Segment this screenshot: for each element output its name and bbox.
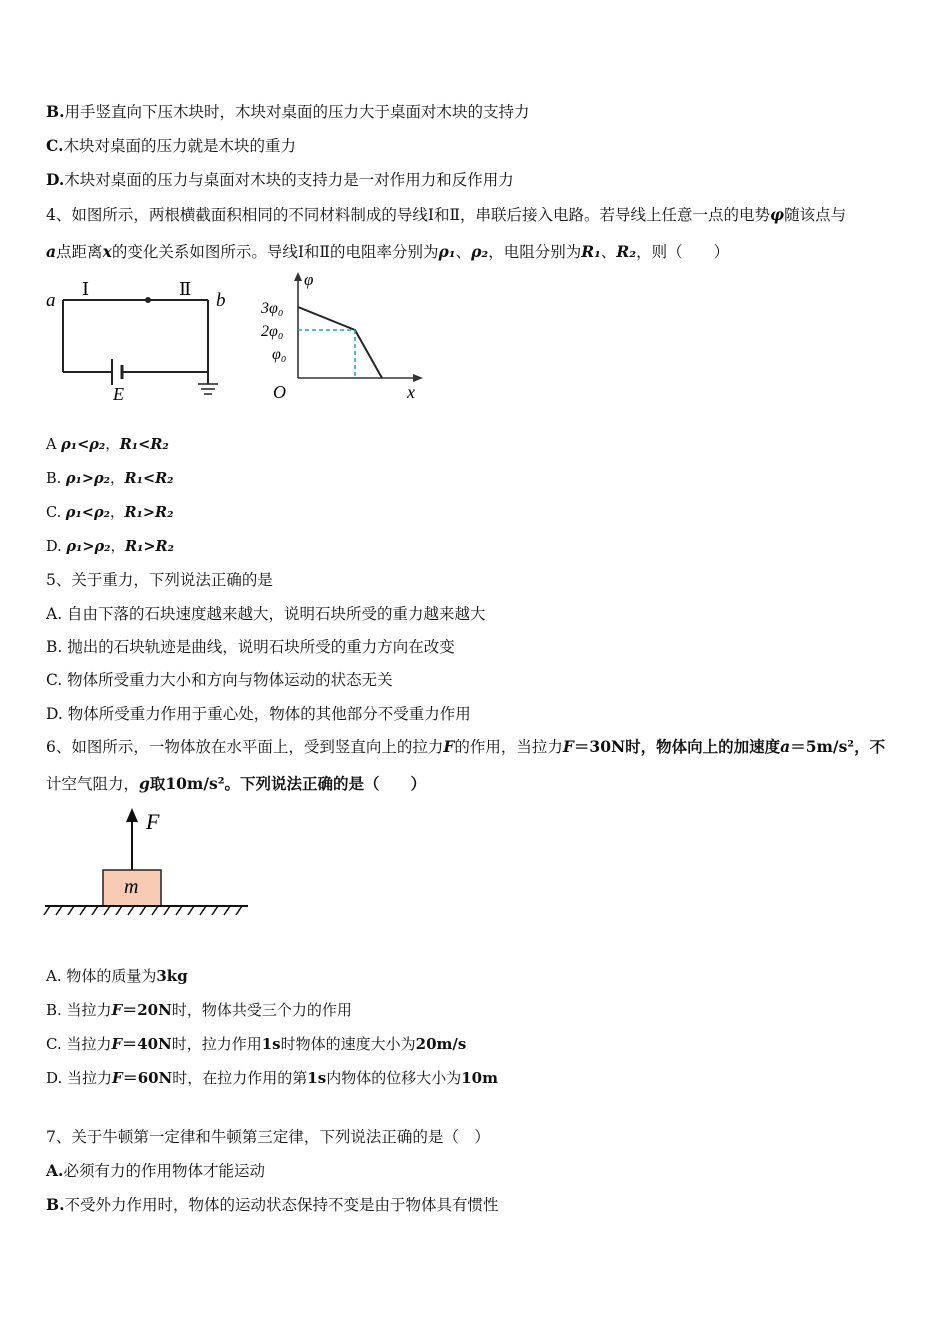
q4-text: 、 bbox=[600, 243, 617, 261]
q3-option-c bbox=[46, 136, 296, 156]
q6-stem-line1 bbox=[46, 737, 885, 757]
sep: ， bbox=[110, 539, 125, 555]
q4-rho2: ρ₂ bbox=[471, 242, 489, 261]
q6-text: 计空气阻力， bbox=[46, 775, 140, 793]
q6-var-F: F bbox=[562, 737, 574, 756]
q4-option-b bbox=[46, 469, 174, 489]
q5-option-b: B. 抛出的石块轨迹是曲线，说明石块所受的重力方向在改变 bbox=[46, 638, 455, 656]
circuit-diagram bbox=[40, 272, 230, 407]
tick-phi0: φ₀ bbox=[272, 346, 287, 363]
q4-var-a: a bbox=[46, 242, 57, 261]
rho2: ρ₂ bbox=[94, 538, 111, 555]
r1: R₁ bbox=[119, 436, 139, 453]
opt-text: 时，拉力作用 bbox=[171, 1035, 262, 1053]
q6-var-F: F bbox=[443, 737, 455, 756]
q4-r1: R₁ bbox=[581, 242, 601, 261]
tick-2phi0: 2φ₀ bbox=[261, 323, 284, 340]
q7-stem: 7、关于牛顿第一定律和牛顿第三定律，下列说法正确的是（ ） bbox=[46, 1128, 490, 1146]
q6-text: 取10m/s²。下列说法正确的是（ ） bbox=[149, 774, 427, 793]
q4-text: 随该点与 bbox=[784, 206, 847, 224]
q6-option-b bbox=[46, 1000, 352, 1020]
opt-value: 1s bbox=[261, 1035, 281, 1053]
label-a: a bbox=[46, 290, 56, 311]
r1: R₁ bbox=[124, 504, 143, 521]
option-text: 必须有力的作用物体才能运动 bbox=[63, 1162, 265, 1180]
potential-curve bbox=[298, 307, 382, 378]
phi-axis-label: φ bbox=[304, 270, 314, 289]
force-arrow-head bbox=[126, 808, 138, 822]
opt-text: C. 当拉力 bbox=[46, 1035, 112, 1053]
op: < bbox=[142, 470, 156, 487]
rho1: ρ₁ bbox=[66, 538, 83, 555]
r2: R₂ bbox=[155, 504, 174, 521]
q4-rho1: ρ₁ bbox=[438, 242, 456, 261]
q4-stem-line1 bbox=[46, 205, 846, 225]
q5-stem: 5、关于重力，下列说法正确的是 bbox=[46, 571, 273, 589]
q4-text: 的变化关系如图所示。导线Ⅰ和Ⅱ的电阻率分别为 bbox=[111, 243, 439, 261]
rho1: ρ₁ bbox=[61, 436, 78, 453]
q6-stem-line2 bbox=[46, 774, 426, 794]
label-wire-II: Ⅱ bbox=[179, 279, 192, 299]
q4-option-c bbox=[46, 503, 173, 523]
option-label: B. bbox=[46, 102, 65, 121]
option-label: B. bbox=[46, 471, 66, 487]
q5-option-c: C. 物体所受重力大小和方向与物体运动的状态无关 bbox=[46, 671, 393, 689]
option-label: A. bbox=[46, 1161, 64, 1180]
opt-value: 20m/s bbox=[415, 1035, 467, 1053]
option-text: 不受外力作用时，物体的运动状态保持不变是由于物体具有惯性 bbox=[64, 1196, 499, 1214]
q4-text: 、 bbox=[455, 243, 472, 261]
opt-text: D. 当拉力 bbox=[46, 1069, 113, 1087]
label-wire-I: Ⅰ bbox=[82, 279, 90, 299]
option-label: A bbox=[46, 437, 62, 453]
tick-3phi0: 3φ₀ bbox=[261, 300, 284, 317]
origin-label: O bbox=[273, 382, 286, 402]
label-b: b bbox=[216, 290, 226, 311]
sep: ， bbox=[105, 437, 120, 453]
x-axis-arrow bbox=[413, 374, 423, 382]
sep: ， bbox=[110, 471, 125, 487]
r1: R₁ bbox=[124, 470, 143, 487]
q4-text: 点距离 bbox=[56, 243, 103, 261]
opt-value: ＝20N bbox=[122, 1001, 172, 1019]
q4-r2: R₂ bbox=[616, 242, 637, 261]
op: > bbox=[81, 470, 95, 487]
opt-var-F: F bbox=[112, 1069, 123, 1087]
opt-value: 1s bbox=[307, 1069, 327, 1087]
op: > bbox=[143, 538, 156, 555]
mass-label: m bbox=[124, 876, 139, 898]
q6-text: ＝30N时，物体向上的加速度 bbox=[573, 737, 781, 756]
r2: R₂ bbox=[155, 470, 174, 487]
q5-option-a: A. 自由下落的石块速度越来越大，说明石块所受的重力越来越大 bbox=[46, 605, 486, 623]
option-text: 用手竖直向下压木块时，木块对桌面的压力大于桌面对木块的支持力 bbox=[64, 103, 530, 121]
sep: ， bbox=[109, 505, 125, 521]
opt-value: ＝40N bbox=[122, 1035, 172, 1053]
op: > bbox=[142, 504, 156, 521]
q4-var-x: x bbox=[102, 242, 112, 261]
rho2: ρ₂ bbox=[94, 470, 111, 487]
op: < bbox=[138, 436, 151, 453]
r2: R₂ bbox=[150, 436, 169, 453]
option-label: D. bbox=[46, 170, 65, 189]
block-force-diagram bbox=[40, 800, 255, 925]
rho2: ρ₂ bbox=[89, 436, 106, 453]
q6-option-a bbox=[46, 966, 188, 986]
y-axis-arrow bbox=[294, 272, 302, 281]
rho1: ρ₁ bbox=[65, 504, 82, 521]
opt-text: 时，在拉力作用的第 bbox=[172, 1069, 308, 1087]
q4-stem-line2 bbox=[46, 242, 729, 262]
opt-text: 时，物体共受三个力的作用 bbox=[171, 1001, 352, 1019]
q5-option-d: D. 物体所受重力作用于重心处，物体的其他部分不受重力作用 bbox=[46, 705, 471, 723]
opt-text: 内物体的位移大小为 bbox=[326, 1069, 462, 1087]
x-axis-label: x bbox=[407, 382, 415, 402]
q6-text: ＝5m/s²，不 bbox=[790, 737, 886, 756]
q6-option-d bbox=[46, 1068, 498, 1088]
q7-option-b bbox=[46, 1195, 499, 1215]
op: < bbox=[81, 504, 94, 521]
option-text: 木块对桌面的压力就是木块的重力 bbox=[63, 137, 296, 155]
option-label: C. bbox=[46, 505, 66, 521]
label-E: E bbox=[113, 384, 124, 404]
q7-option-a bbox=[46, 1161, 265, 1181]
q4-option-d bbox=[46, 537, 174, 557]
op: > bbox=[82, 538, 95, 555]
opt-text: 时物体的速度大小为 bbox=[280, 1035, 416, 1053]
r1: R₁ bbox=[124, 538, 144, 555]
opt-var-F: F bbox=[111, 1001, 123, 1019]
option-label: C. bbox=[46, 136, 64, 155]
q6-option-c bbox=[46, 1034, 466, 1054]
q4-text: ，电阻分别为 bbox=[488, 243, 582, 261]
q4-text: 4、如图所示，两根横截面积相同的不同材料制成的导线Ⅰ和Ⅱ，串联后接入电路。若导线上任意一点的电势 bbox=[46, 206, 771, 224]
option-label: D. bbox=[46, 539, 67, 555]
opt-value: 3kg bbox=[156, 967, 188, 985]
q6-text: 的作用，当拉力 bbox=[454, 738, 563, 756]
q4-option-a bbox=[46, 435, 169, 455]
rho2: ρ₂ bbox=[93, 504, 110, 521]
rho1: ρ₁ bbox=[65, 470, 82, 487]
op: < bbox=[77, 436, 90, 453]
q6-text: 6、如图所示，一物体放在水平面上，受到竖直向上的拉力 bbox=[46, 738, 444, 756]
r2: R₂ bbox=[155, 538, 174, 555]
opt-value: ＝60N bbox=[122, 1069, 173, 1087]
q3-option-d bbox=[46, 170, 514, 190]
option-text: 木块对桌面的压力与桌面对木块的支持力是一对作用力和反作用力 bbox=[64, 171, 514, 189]
opt-value: 10m bbox=[461, 1069, 498, 1087]
junction-dot bbox=[145, 297, 151, 303]
opt-text: B. 当拉力 bbox=[46, 1001, 112, 1019]
ground-hatching bbox=[44, 906, 242, 915]
option-label: B. bbox=[46, 1195, 65, 1214]
opt-var-F: F bbox=[111, 1035, 123, 1053]
q6-var-g: g bbox=[139, 774, 150, 793]
force-label: F bbox=[146, 809, 160, 834]
opt-text: A. 物体的质量为 bbox=[46, 967, 157, 985]
q4-text: ，则（ ） bbox=[636, 243, 730, 261]
q4-phi: φ bbox=[770, 205, 785, 224]
potential-graph bbox=[255, 268, 430, 408]
q3-option-b bbox=[46, 102, 530, 122]
q6-var-a: a bbox=[780, 737, 791, 756]
